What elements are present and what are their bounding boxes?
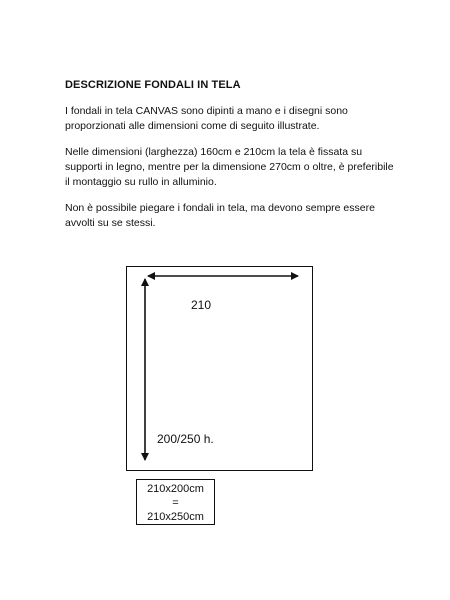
paragraph-folding: Non è possibile piegare i fondali in tela, ma devono sempre essere avvolti su se stessi. [65,202,375,229]
size-line-2: = [172,497,179,509]
size-line-3: 210x250cm [147,511,204,523]
document-title: DESCRIZIONE FONDALI IN TELA [65,79,241,91]
height-label: 200/250 h. [157,432,214,446]
paragraph-dimensions: Nelle dimensioni (larghezza) 160cm e 210cm la tela è fissata su supporti in legno, mentre per la dimensione 270cm o oltre, è preferibile il montaggio su rullo in alluminio. [65,146,394,188]
size-line-1: 210x200cm [147,483,204,495]
paragraph-intro: I fondali in tela CANVAS sono dipinti a mano e i disegni sono proporzionati alle dimensioni come di seguito illustrate. [65,105,348,132]
backdrop-outline [127,267,313,471]
width-label: 210 [191,298,212,312]
size-equivalence-box [136,479,215,525]
